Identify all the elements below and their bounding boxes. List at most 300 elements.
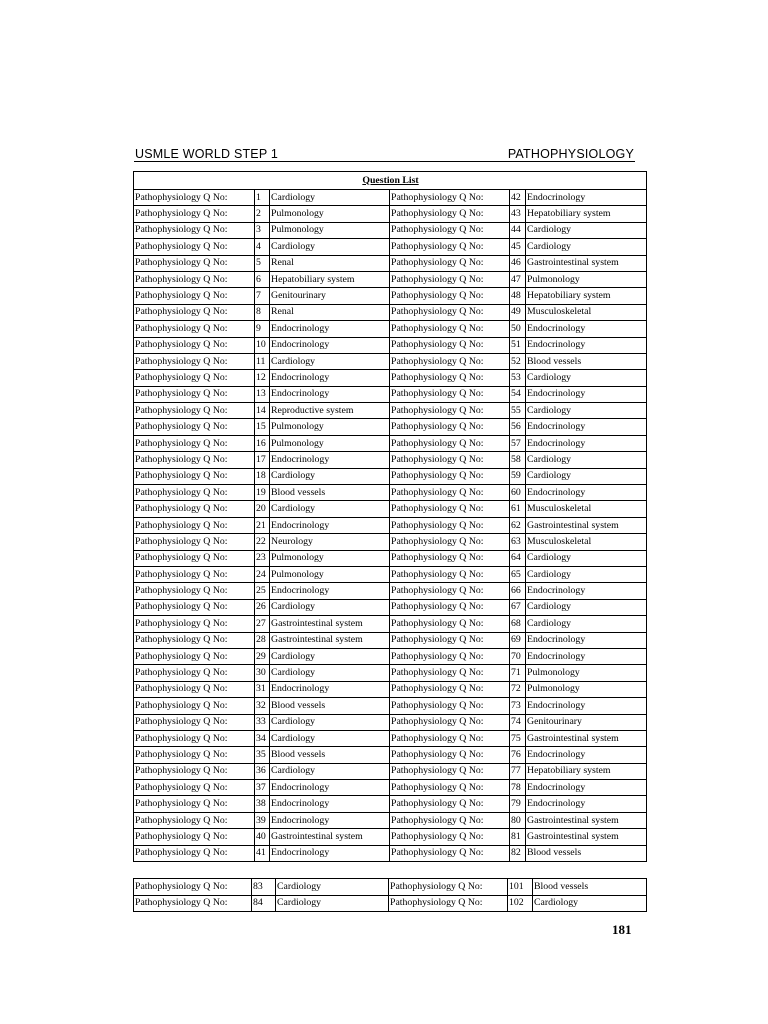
question-number: 101 (508, 879, 533, 896)
table-row (134, 812, 647, 828)
question-number: 36 (255, 763, 270, 779)
question-number: 79 (510, 796, 526, 812)
question-number: 26 (255, 599, 270, 615)
question-label: Pathophysiology Q No: (390, 780, 510, 796)
question-topic: Endocrinology (270, 681, 390, 697)
question-topic: Pulmonology (526, 665, 647, 681)
table-row (134, 583, 647, 599)
question-topic: Genitourinary (526, 714, 647, 730)
question-number: 73 (510, 698, 526, 714)
question-number: 38 (255, 796, 270, 812)
question-number: 84 (252, 895, 276, 912)
question-topic: Renal (270, 255, 390, 271)
question-topic: Blood vessels (270, 485, 390, 501)
question-number: 27 (255, 616, 270, 632)
question-number: 50 (510, 321, 526, 337)
question-label: Pathophysiology Q No: (390, 304, 510, 320)
question-number: 49 (510, 304, 526, 320)
question-number: 44 (510, 222, 526, 238)
question-number: 32 (255, 698, 270, 714)
question-label: Pathophysiology Q No: (134, 681, 255, 697)
question-number: 48 (510, 288, 526, 304)
question-number: 65 (510, 566, 526, 582)
table-row (134, 550, 647, 566)
question-label: Pathophysiology Q No: (389, 895, 508, 912)
question-topic: Cardiology (270, 190, 390, 206)
question-number: 17 (255, 452, 270, 468)
question-topic: Gastrointestinal system (526, 255, 647, 271)
question-label: Pathophysiology Q No: (134, 271, 255, 287)
question-topic: Reproductive system (270, 403, 390, 419)
question-number: 83 (252, 879, 276, 896)
question-topic: Cardiology (533, 895, 647, 912)
question-topic: Cardiology (270, 239, 390, 255)
question-label: Pathophysiology Q No: (134, 829, 255, 845)
question-number: 55 (510, 403, 526, 419)
question-label: Pathophysiology Q No: (134, 648, 255, 664)
question-topic: Endocrinology (270, 452, 390, 468)
question-label: Pathophysiology Q No: (134, 599, 255, 615)
question-number: 20 (255, 501, 270, 517)
question-label: Pathophysiology Q No: (390, 271, 510, 287)
question-number: 16 (255, 435, 270, 451)
question-topic: Endocrinology (270, 517, 390, 533)
question-label: Pathophysiology Q No: (134, 845, 255, 861)
question-number: 30 (255, 665, 270, 681)
question-topic: Endocrinology (526, 632, 647, 648)
question-number: 14 (255, 403, 270, 419)
page-number: 181 (612, 922, 632, 937)
question-topic: Cardiology (276, 895, 389, 912)
question-label: Pathophysiology Q No: (390, 812, 510, 828)
question-topic: Endocrinology (270, 321, 390, 337)
question-label: Pathophysiology Q No: (134, 566, 255, 582)
question-label: Pathophysiology Q No: (390, 665, 510, 681)
table-row (134, 648, 647, 664)
question-topic: Hepatobiliary system (526, 288, 647, 304)
question-number: 75 (510, 730, 526, 746)
table-row (134, 501, 647, 517)
question-topic: Blood vessels (526, 845, 647, 861)
question-topic: Cardiology (526, 616, 647, 632)
table-row (134, 239, 647, 255)
question-label: Pathophysiology Q No: (390, 255, 510, 271)
question-number: 4 (255, 239, 270, 255)
question-number: 31 (255, 681, 270, 697)
table-row (134, 206, 647, 222)
table-row (134, 747, 647, 763)
table-row (134, 271, 647, 287)
question-number: 71 (510, 665, 526, 681)
question-number: 53 (510, 370, 526, 386)
question-label: Pathophysiology Q No: (390, 468, 510, 484)
question-label: Pathophysiology Q No: (134, 730, 255, 746)
question-label: Pathophysiology Q No: (390, 616, 510, 632)
question-number: 77 (510, 763, 526, 779)
question-label: Pathophysiology Q No: (134, 583, 255, 599)
question-number: 63 (510, 534, 526, 550)
question-topic: Endocrinology (270, 845, 390, 861)
table-row (134, 616, 647, 632)
question-label: Pathophysiology Q No: (390, 435, 510, 451)
question-label: Pathophysiology Q No: (390, 747, 510, 763)
question-label: Pathophysiology Q No: (134, 190, 255, 206)
question-label: Pathophysiology Q No: (134, 304, 255, 320)
question-label: Pathophysiology Q No: (134, 616, 255, 632)
question-number: 5 (255, 255, 270, 271)
question-label: Pathophysiology Q No: (134, 879, 252, 896)
question-topic: Pulmonology (270, 206, 390, 222)
question-topic: Endocrinology (526, 648, 647, 664)
question-number: 102 (508, 895, 533, 912)
question-label: Pathophysiology Q No: (390, 452, 510, 468)
question-topic: Gastrointestinal system (526, 829, 647, 845)
table-row (134, 255, 647, 271)
question-number: 10 (255, 337, 270, 353)
question-label: Pathophysiology Q No: (134, 239, 255, 255)
table-row (134, 534, 647, 550)
question-label: Pathophysiology Q No: (134, 468, 255, 484)
question-number: 6 (255, 271, 270, 287)
question-label: Pathophysiology Q No: (390, 730, 510, 746)
question-number: 2 (255, 206, 270, 222)
question-number: 52 (510, 353, 526, 369)
question-topic: Blood vessels (533, 879, 647, 896)
question-topic: Renal (270, 304, 390, 320)
question-topic: Hepatobiliary system (526, 206, 647, 222)
question-label: Pathophysiology Q No: (134, 517, 255, 533)
question-topic: Cardiology (526, 370, 647, 386)
question-number: 37 (255, 780, 270, 796)
question-topic: Endocrinology (526, 780, 647, 796)
question-label: Pathophysiology Q No: (134, 796, 255, 812)
question-topic: Pulmonology (526, 271, 647, 287)
question-label: Pathophysiology Q No: (390, 681, 510, 697)
table-row (134, 698, 647, 714)
question-number: 15 (255, 419, 270, 435)
table-row (134, 403, 647, 419)
question-topic: Cardiology (270, 730, 390, 746)
question-label: Pathophysiology Q No: (390, 517, 510, 533)
table-row (134, 419, 647, 435)
question-topic: Endocrinology (526, 698, 647, 714)
question-label: Pathophysiology Q No: (390, 763, 510, 779)
question-label: Pathophysiology Q No: (390, 321, 510, 337)
question-label: Pathophysiology Q No: (134, 353, 255, 369)
question-topic: Endocrinology (270, 780, 390, 796)
question-label: Pathophysiology Q No: (134, 895, 252, 912)
question-number: 54 (510, 386, 526, 402)
question-topic: Cardiology (526, 239, 647, 255)
table-row (134, 665, 647, 681)
question-list-continuation-table (133, 878, 647, 912)
question-number: 68 (510, 616, 526, 632)
question-label: Pathophysiology Q No: (390, 550, 510, 566)
header-book-title: USMLE WORLD STEP 1 (135, 147, 278, 161)
question-label: Pathophysiology Q No: (134, 714, 255, 730)
question-number: 62 (510, 517, 526, 533)
question-topic: Endocrinology (270, 583, 390, 599)
question-number: 8 (255, 304, 270, 320)
question-topic: Endocrinology (526, 190, 647, 206)
question-number: 3 (255, 222, 270, 238)
question-label: Pathophysiology Q No: (390, 583, 510, 599)
question-label: Pathophysiology Q No: (390, 337, 510, 353)
table-row (134, 780, 647, 796)
question-number: 64 (510, 550, 526, 566)
table-row (134, 763, 647, 779)
question-label: Pathophysiology Q No: (134, 452, 255, 468)
question-label: Pathophysiology Q No: (390, 239, 510, 255)
question-label: Pathophysiology Q No: (390, 829, 510, 845)
question-label: Pathophysiology Q No: (134, 698, 255, 714)
question-number: 60 (510, 485, 526, 501)
question-topic: Hepatobiliary system (270, 271, 390, 287)
table-row (134, 796, 647, 812)
question-topic: Cardiology (270, 353, 390, 369)
question-number: 78 (510, 780, 526, 796)
table-row (134, 714, 647, 730)
question-number: 47 (510, 271, 526, 287)
question-list-title-row (134, 172, 647, 190)
question-topic: Endocrinology (270, 386, 390, 402)
question-topic: Endocrinology (526, 321, 647, 337)
question-topic: Cardiology (270, 468, 390, 484)
question-number: 39 (255, 812, 270, 828)
question-topic: Cardiology (270, 665, 390, 681)
question-label: Pathophysiology Q No: (134, 550, 255, 566)
question-number: 46 (510, 255, 526, 271)
question-topic: Genitourinary (270, 288, 390, 304)
question-topic: Cardiology (526, 222, 647, 238)
question-label: Pathophysiology Q No: (390, 796, 510, 812)
question-topic: Blood vessels (270, 747, 390, 763)
question-label: Pathophysiology Q No: (134, 206, 255, 222)
table-row (134, 879, 647, 896)
question-number: 57 (510, 435, 526, 451)
question-number: 40 (255, 829, 270, 845)
question-label: Pathophysiology Q No: (390, 566, 510, 582)
question-number: 22 (255, 534, 270, 550)
table-row (134, 468, 647, 484)
question-topic: Hepatobiliary system (526, 763, 647, 779)
question-number: 21 (255, 517, 270, 533)
question-topic: Cardiology (270, 763, 390, 779)
question-topic: Musculoskeletal (526, 304, 647, 320)
table-row (134, 452, 647, 468)
question-topic: Cardiology (270, 714, 390, 730)
question-number: 45 (510, 239, 526, 255)
table-row (134, 321, 647, 337)
question-topic: Endocrinology (270, 370, 390, 386)
question-label: Pathophysiology Q No: (390, 190, 510, 206)
question-topic: Pulmonology (270, 419, 390, 435)
table-row (134, 370, 647, 386)
question-label: Pathophysiology Q No: (134, 501, 255, 517)
question-topic: Gastrointestinal system (270, 616, 390, 632)
question-number: 69 (510, 632, 526, 648)
question-label: Pathophysiology Q No: (390, 206, 510, 222)
question-topic: Pulmonology (270, 566, 390, 582)
question-number: 25 (255, 583, 270, 599)
question-number: 12 (255, 370, 270, 386)
question-label: Pathophysiology Q No: (134, 780, 255, 796)
question-number: 11 (255, 353, 270, 369)
question-number: 7 (255, 288, 270, 304)
question-list-table (133, 171, 647, 862)
question-number: 43 (510, 206, 526, 222)
question-number: 28 (255, 632, 270, 648)
question-number: 41 (255, 845, 270, 861)
question-number: 18 (255, 468, 270, 484)
question-label: Pathophysiology Q No: (390, 403, 510, 419)
question-number: 82 (510, 845, 526, 861)
table-row (134, 435, 647, 451)
question-topic: Cardiology (276, 879, 389, 896)
table-row (134, 599, 647, 615)
question-number: 59 (510, 468, 526, 484)
question-topic: Endocrinology (526, 747, 647, 763)
question-label: Pathophysiology Q No: (390, 370, 510, 386)
question-label: Pathophysiology Q No: (134, 288, 255, 304)
question-label: Pathophysiology Q No: (134, 370, 255, 386)
table-row (134, 517, 647, 533)
question-topic: Blood vessels (270, 698, 390, 714)
question-number: 1 (255, 190, 270, 206)
question-topic: Neurology (270, 534, 390, 550)
question-topic: Cardiology (270, 648, 390, 664)
table-row (134, 566, 647, 582)
question-label: Pathophysiology Q No: (390, 386, 510, 402)
question-topic: Blood vessels (526, 353, 647, 369)
question-topic: Endocrinology (526, 337, 647, 353)
question-number: 76 (510, 747, 526, 763)
question-topic: Endocrinology (270, 796, 390, 812)
question-list-title: Question List (134, 172, 647, 190)
question-number: 9 (255, 321, 270, 337)
question-number: 70 (510, 648, 526, 664)
question-topic: Cardiology (270, 501, 390, 517)
question-label: Pathophysiology Q No: (390, 632, 510, 648)
question-topic: Endocrinology (526, 386, 647, 402)
question-number: 74 (510, 714, 526, 730)
question-number: 80 (510, 812, 526, 828)
question-label: Pathophysiology Q No: (390, 534, 510, 550)
question-topic: Endocrinology (270, 812, 390, 828)
question-topic: Cardiology (526, 550, 647, 566)
question-label: Pathophysiology Q No: (390, 698, 510, 714)
question-label: Pathophysiology Q No: (134, 632, 255, 648)
question-topic: Cardiology (526, 468, 647, 484)
question-topic: Gastrointestinal system (270, 632, 390, 648)
question-label: Pathophysiology Q No: (134, 534, 255, 550)
question-label: Pathophysiology Q No: (390, 599, 510, 615)
question-number: 67 (510, 599, 526, 615)
question-label: Pathophysiology Q No: (134, 435, 255, 451)
question-number: 51 (510, 337, 526, 353)
table-row (134, 288, 647, 304)
header-section-title: PATHOPHYSIOLOGY (507, 147, 634, 161)
table-row (134, 730, 647, 746)
question-label: Pathophysiology Q No: (134, 419, 255, 435)
question-topic: Cardiology (526, 403, 647, 419)
question-number: 23 (255, 550, 270, 566)
question-label: Pathophysiology Q No: (390, 845, 510, 861)
question-topic: Endocrinology (526, 796, 647, 812)
table-row (134, 337, 647, 353)
question-label: Pathophysiology Q No: (134, 763, 255, 779)
question-label: Pathophysiology Q No: (134, 222, 255, 238)
question-topic: Endocrinology (526, 583, 647, 599)
table-row (134, 304, 647, 320)
question-label: Pathophysiology Q No: (390, 353, 510, 369)
table-row (134, 632, 647, 648)
question-number: 33 (255, 714, 270, 730)
table-row (134, 222, 647, 238)
question-number: 61 (510, 501, 526, 517)
table-row (134, 845, 647, 861)
question-topic: Pulmonology (270, 550, 390, 566)
question-number: 29 (255, 648, 270, 664)
question-label: Pathophysiology Q No: (390, 648, 510, 664)
question-label: Pathophysiology Q No: (134, 321, 255, 337)
question-number: 58 (510, 452, 526, 468)
question-label: Pathophysiology Q No: (134, 812, 255, 828)
table-row (134, 386, 647, 402)
question-topic: Cardiology (526, 599, 647, 615)
table-row (134, 681, 647, 697)
question-topic: Gastrointestinal system (526, 730, 647, 746)
question-label: Pathophysiology Q No: (390, 714, 510, 730)
question-topic: Pulmonology (270, 435, 390, 451)
question-number: 34 (255, 730, 270, 746)
question-label: Pathophysiology Q No: (390, 419, 510, 435)
question-label: Pathophysiology Q No: (134, 485, 255, 501)
question-label: Pathophysiology Q No: (390, 501, 510, 517)
question-topic: Gastrointestinal system (526, 517, 647, 533)
question-topic: Cardiology (526, 566, 647, 582)
question-topic: Pulmonology (526, 681, 647, 697)
question-label: Pathophysiology Q No: (134, 665, 255, 681)
question-number: 19 (255, 485, 270, 501)
question-label: Pathophysiology Q No: (389, 879, 508, 896)
question-topic: Endocrinology (526, 485, 647, 501)
table-row (134, 895, 647, 912)
table-row (134, 829, 647, 845)
question-label: Pathophysiology Q No: (134, 386, 255, 402)
question-number: 35 (255, 747, 270, 763)
question-number: 42 (510, 190, 526, 206)
table-row (134, 485, 647, 501)
question-topic: Gastrointestinal system (270, 829, 390, 845)
question-topic: Endocrinology (526, 435, 647, 451)
question-number: 56 (510, 419, 526, 435)
question-label: Pathophysiology Q No: (134, 337, 255, 353)
question-number: 72 (510, 681, 526, 697)
question-number: 24 (255, 566, 270, 582)
question-topic: Cardiology (526, 452, 647, 468)
question-number: 66 (510, 583, 526, 599)
question-number: 81 (510, 829, 526, 845)
question-label: Pathophysiology Q No: (390, 288, 510, 304)
table-row (134, 190, 647, 206)
table-row (134, 353, 647, 369)
question-label: Pathophysiology Q No: (390, 485, 510, 501)
question-label: Pathophysiology Q No: (134, 403, 255, 419)
question-number: 13 (255, 386, 270, 402)
question-topic: Endocrinology (526, 419, 647, 435)
question-label: Pathophysiology Q No: (134, 747, 255, 763)
